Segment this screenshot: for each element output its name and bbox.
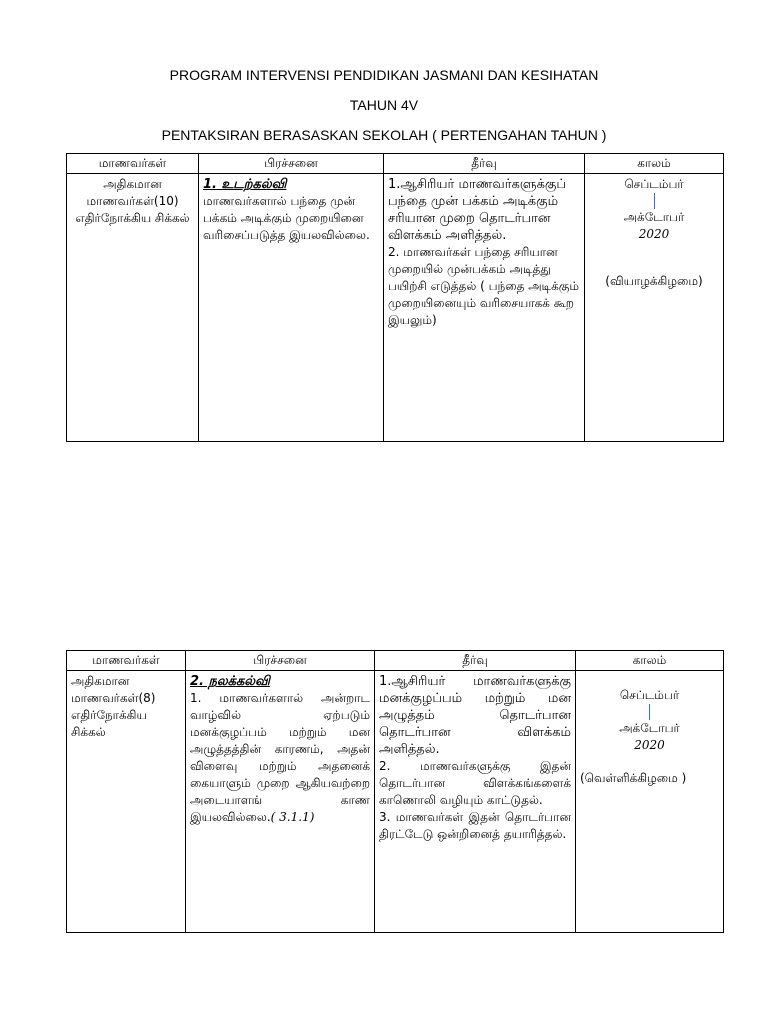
column-header-problem: பிரச்சனை xyxy=(186,651,375,671)
solution-step-2: 2. மாணவர்களுக்கு இதன் தொடர்பான விளக்கங்களைக் காணொலி வழியும் காட்டுதல். xyxy=(379,759,571,807)
problem-text xyxy=(190,690,370,826)
problem-title: 2. நலக்கல்வி xyxy=(190,674,270,689)
problem-title: 1. உடற்கல்வி xyxy=(203,177,287,192)
table-header-row xyxy=(67,651,724,671)
column-header-solution: தீர்வு xyxy=(375,651,576,671)
column-header-time: காலம் xyxy=(585,154,724,174)
solution-step-2: 2. மாணவர்கள் பந்தை சரியான முறையில் முன்பக்கம் அடித்து பயிற்சி எடுத்தல் ( பந்தை அடிக்கும் முறையினையும் வரிசையாகக் கூற இயலும்) xyxy=(388,245,580,327)
column-header-students: மாணவர்கள் xyxy=(67,651,186,671)
problem-cell xyxy=(199,174,384,442)
document-subtitle: PENTAKSIRAN BERASASKAN SEKOLAH ( PERTENGAHAN TAHUN ) xyxy=(161,127,607,143)
problem-description: 1. மாணவர்களால் அன்றாட வாழ்வில் ஏற்படும் மனக்குழப்பம் மற்றும் மன அழுத்தத்தின் காரணம், அதன் விளைவு மற்றும் அதனைக் கையாளும் முறை ஆகியவற்றை அடையாளங் காண இயலவில்லை. xyxy=(190,691,370,824)
time-cell xyxy=(576,671,724,933)
problem-cell xyxy=(186,671,375,933)
time-month-2: அக்டோபர் xyxy=(619,721,680,735)
problem-text: மாணவர்களால் பந்தை முன் பக்கம் அடிக்கும் முறையினை வரிசைப்படுத்த இயலவில்லை. xyxy=(203,194,370,242)
table-header-row xyxy=(67,154,724,174)
students-cell: அதிகமான மாணவர்கள்(8) எதிர்நோக்கிய சிக்கல் xyxy=(67,671,186,933)
column-header-students: மாணவர்கள் xyxy=(67,154,199,174)
time-day: (வெள்ளிக்கிழமை ) xyxy=(580,771,687,785)
range-marker xyxy=(654,193,655,209)
solution-step-1: 1.ஆசிரியர் மாணவர்களுக்குப் பந்தை முன் பக்கம் அடிக்கும் சரியான முறை தொடர்பான விளக்கம் அளித்தல். xyxy=(388,177,567,243)
table-row xyxy=(67,174,724,442)
time-day: (வியாழக்கிழமை) xyxy=(605,274,703,288)
column-header-solution: தீர்வு xyxy=(384,154,585,174)
solution-cell xyxy=(384,174,585,442)
document-title: PROGRAM INTERVENSI PENDIDIKAN JASMANI DAN KESIHATAN xyxy=(169,67,599,83)
intervention-table-2 xyxy=(66,650,724,933)
column-header-time: காலம் xyxy=(576,651,724,671)
time-month-1: செப்டம்பர் xyxy=(619,688,680,702)
time-cell xyxy=(585,174,724,442)
intervention-table-1 xyxy=(66,153,724,442)
column-header-problem: பிரச்சனை xyxy=(199,154,384,174)
time-year: 2020 xyxy=(634,738,665,752)
table-row xyxy=(67,671,724,933)
range-marker xyxy=(649,704,650,720)
time-month-1: செப்டம்பர் xyxy=(624,177,684,191)
students-cell: அதிகமான மாணவர்கள்(10) எதிர்நோக்கிய சிக்கல் xyxy=(67,174,199,442)
solution-step-1: 1.ஆசிரியர் மாணவர்களுக்கு மனக்குழப்பம் மற்றும் மன அழுத்தம் தொடர்பான தொடர்பான விளக்கம் அளித்தல். xyxy=(379,674,571,757)
solution-step-3: 3. மாணவர்கள் இதன் தொடர்பான திரட்டேடு ஒன்றினைத் தயாரித்தல். xyxy=(379,810,571,841)
time-month-2: அக்டோபர் xyxy=(623,210,685,224)
time-year: 2020 xyxy=(638,227,670,241)
problem-reference: ( 3.1.1) xyxy=(270,810,315,824)
solution-cell xyxy=(375,671,576,933)
document-class: TAHUN 4V xyxy=(349,97,419,113)
